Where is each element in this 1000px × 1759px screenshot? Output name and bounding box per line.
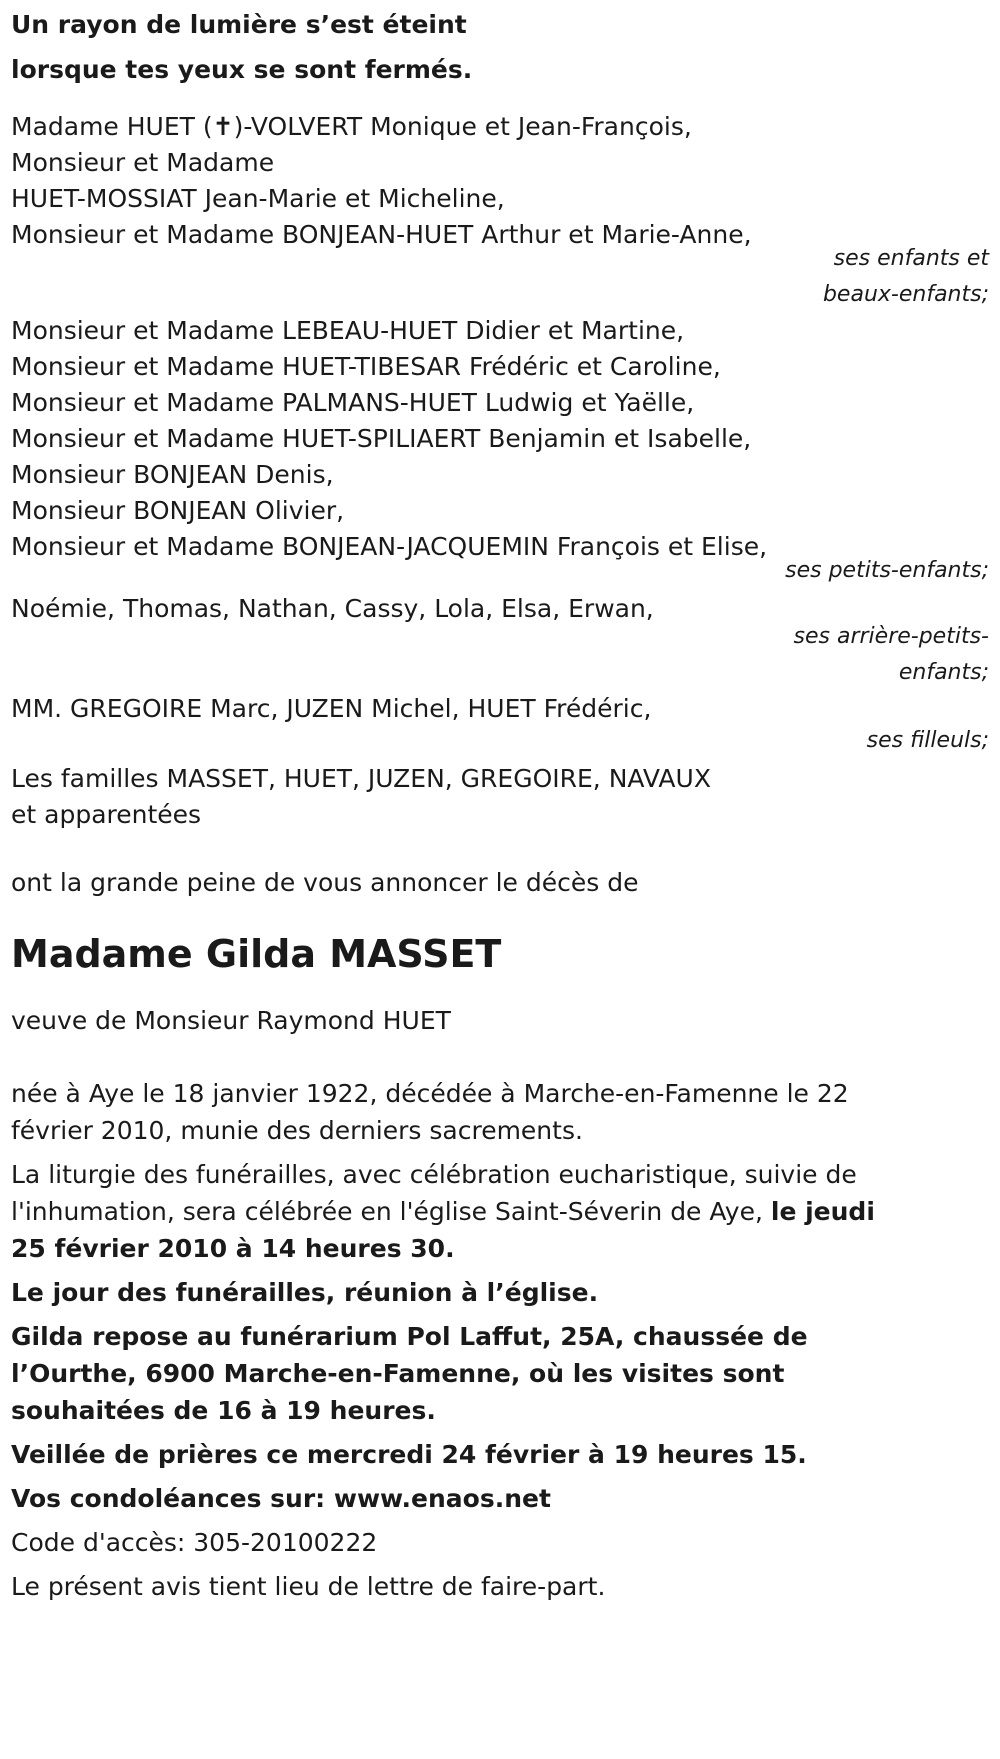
family-line: Les familles MASSET, HUET, JUZEN, GREGOIRE, NAVAUX <box>11 764 711 793</box>
families-section <box>11 761 1000 833</box>
epigraph <box>11 2 1000 92</box>
widow-of: veuve de Monsieur Raymond HUET <box>11 1006 451 1035</box>
relation-label: enfants; <box>898 660 989 685</box>
epigraph-line-1: Un rayon de lumière s’est éteint <box>11 10 467 39</box>
repose-text: Gilda repose au funérarium Pol Laffut, 25A, chaussée de l’Ourthe, 6900 Marche-en-Famenne, où les visites sont souhaitées de 16 à 19 heures. <box>11 1322 808 1425</box>
relation-label: ses filleuls; <box>866 728 989 753</box>
family-line: MM. GREGOIRE Marc, JUZEN Michel, HUET Frédéric, <box>11 694 652 723</box>
family-line: Monsieur et Madame BONJEAN-HUET Arthur et Marie-Anne, <box>11 220 752 249</box>
relation-label: ses petits-enfants; <box>785 558 989 583</box>
notice-text: Le présent avis tient lieu de lettre de faire-part. <box>11 1572 606 1601</box>
vigil-text: Veillée de prières ce mercredi 24 février à 19 heures 15. <box>11 1440 807 1469</box>
family-line: Monsieur et Madame PALMANS-HUET Ludwig et Yaëlle, <box>11 388 695 417</box>
relation-label: ses enfants et <box>833 246 989 271</box>
family-line: Monsieur et Madame BONJEAN-JACQUEMIN François et Elise, <box>11 532 768 561</box>
family-line: Monsieur et Madame HUET-SPILIAERT Benjamin et Isabelle, <box>11 424 752 453</box>
family-line: Noémie, Thomas, Nathan, Cassy, Lola, Elsa, Erwan, <box>11 594 654 623</box>
liturgy-date: le jeudi 25 février 2010 à 14 heures 30. <box>11 1197 875 1263</box>
children-section <box>11 109 1000 313</box>
family-line: HUET-MOSSIAT Jean-Marie et Micheline, <box>11 184 505 213</box>
family-line: Monsieur et Madame <box>11 148 275 177</box>
family-line: Madame HUET (✝)-VOLVERT Monique et Jean-François, <box>11 112 692 141</box>
condolences-text: Vos condoléances sur: www.enaos.net <box>11 1484 551 1513</box>
liturgy-body: La liturgie des funérailles, avec célébration eucharistique, suivie de l'inhumation, sera célébrée en l'église Saint-Séverin de Aye, <box>11 1160 857 1226</box>
meeting-text: Le jour des funérailles, réunion à l’église. <box>11 1278 599 1307</box>
epigraph-line-2: lorsque tes yeux se sont fermés. <box>11 55 473 84</box>
access-code: Code d'accès: 305-20100222 <box>11 1528 378 1557</box>
announcement: ont la grande peine de vous annoncer le décès de <box>11 868 639 897</box>
obituary-notice <box>0 2 1000 1605</box>
family-line: Monsieur et Madame HUET-TIBESAR Frédéric et Caroline, <box>11 352 721 381</box>
family-line: Monsieur BONJEAN Denis, <box>11 460 334 489</box>
family-line: Monsieur BONJEAN Olivier, <box>11 496 345 525</box>
family-line: Monsieur et Madame LEBEAU-HUET Didier et Martine, <box>11 316 685 345</box>
great-grandchildren-section <box>11 591 1000 691</box>
family-line: et apparentées <box>11 800 202 829</box>
relation-label: ses arrière-petits- <box>793 624 989 649</box>
relation-label: beaux-enfants; <box>822 282 989 307</box>
godchildren-section <box>11 691 1000 759</box>
liturgy-text <box>11 1156 886 1267</box>
deceased-name: Madame Gilda MASSET <box>11 932 502 976</box>
birth-death-text: née à Aye le 18 janvier 1922, décédée à Marche-en-Famenne le 22 février 2010, munie des derniers sacrements. <box>11 1079 849 1145</box>
grandchildren-section <box>11 313 1000 589</box>
